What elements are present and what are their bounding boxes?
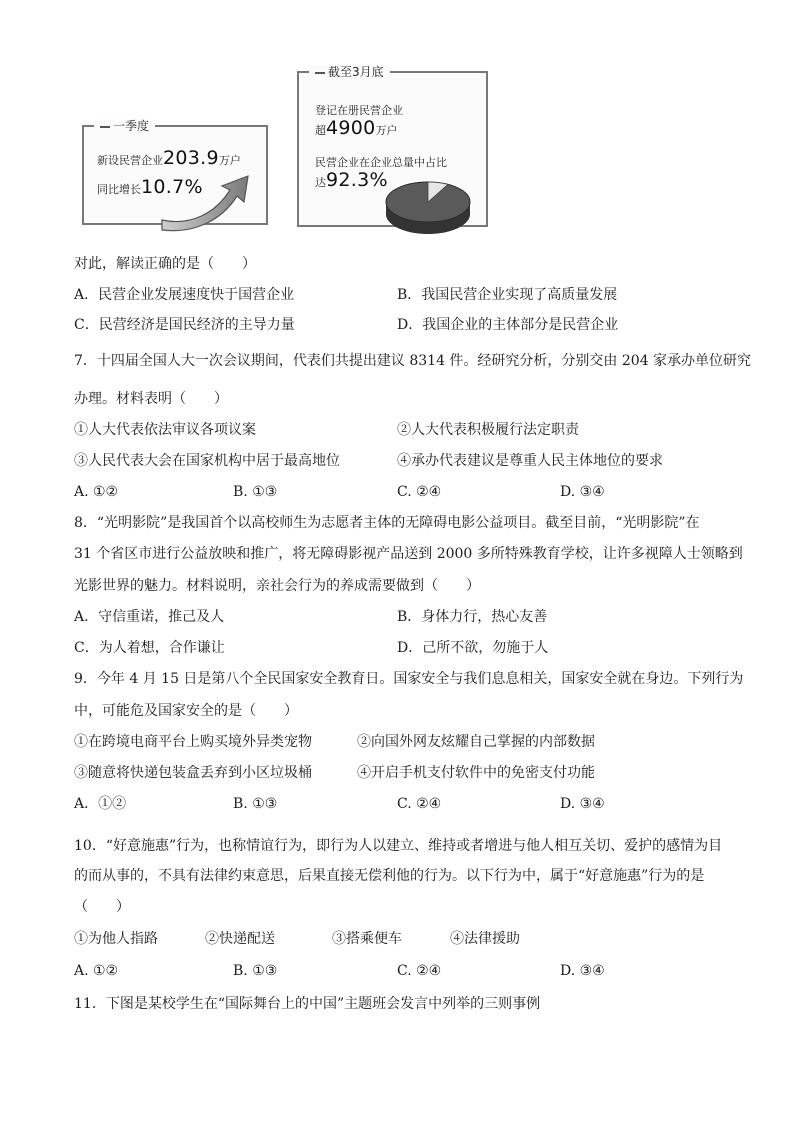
q10-statement-4: ④法律援助 <box>450 931 520 947</box>
q10-option-b[interactable]: B. ①③ <box>233 963 278 979</box>
rising-arrow-icon <box>160 168 260 236</box>
q7-statement-1: ①人大代表依法审议各项议案 <box>74 422 256 438</box>
q9-option-b[interactable]: B. ①③ <box>233 796 278 812</box>
q8-stem-line3: 光影世界的魅力。材料说明，亲社会行为的养成需要做到（ ） <box>74 578 480 594</box>
q6-option-a[interactable]: A．民营企业发展速度快于国营企业 <box>74 287 295 303</box>
q9-option-d[interactable]: D. ③④ <box>560 796 605 812</box>
q9-statement-4: ④开启手机支付软件中的免密支付功能 <box>357 765 595 781</box>
q7-option-a[interactable]: A. ①② <box>74 484 119 500</box>
q8-stem-line2: 31 个省区市进行公益放映和推广，将无障碍影视产品送到 2000 多所特殊教育学校，让许多视障人士领略到 <box>74 546 743 562</box>
q10-stem-line2: 的而从事的，不具有法律约束意思，后果直接无偿利他的行为。以下行为中，属于“好意施惠”行为的是 <box>74 868 705 884</box>
q9-stem-line2: 中，可能危及国家安全的是（ ） <box>74 703 298 719</box>
q10-option-d[interactable]: D. ③④ <box>560 963 605 979</box>
q10-statement-3: ③搭乘便车 <box>332 931 402 947</box>
q10-statement-1: ①为他人指路 <box>74 931 158 947</box>
q9-statement-2: ②向国外网友炫耀自己掌握的内部数据 <box>357 734 595 750</box>
q6-option-b[interactable]: B．我国民营企业实现了高质量发展 <box>397 287 618 303</box>
q9-option-c[interactable]: C. ②④ <box>397 796 442 812</box>
q8-option-c[interactable]: C．为人着想，合作谦让 <box>74 640 225 656</box>
first-quarter-title: 一季度 <box>94 119 155 133</box>
q7-statement-2: ②人大代表积极履行法定职责 <box>397 422 579 438</box>
q7-stem-line1: 7．十四届全国人大一次会议期间，代表们共提出建议 8314 件。经研究分析，分别交由 204 家承办单位研究 <box>74 353 752 369</box>
q9-option-a[interactable]: A．①② <box>74 796 127 812</box>
q8-option-a[interactable]: A．守信重诺，推己及人 <box>74 609 225 625</box>
q11-stem-line1: 11．下图是某校学生在“国际舞台上的中国”主题班会发言中列举的三则事例 <box>74 996 541 1012</box>
q7-option-c[interactable]: C. ②④ <box>397 484 442 500</box>
q7-option-b[interactable]: B. ①③ <box>233 484 278 500</box>
q8-option-d[interactable]: D．己所不欲，勿施于人 <box>397 640 549 656</box>
q6-option-d[interactable]: D．我国企业的主体部分是民营企业 <box>397 317 619 333</box>
q10-option-c[interactable]: C. ②④ <box>397 963 442 979</box>
registered-enterprises-line: 登记在册民营企业 <box>315 104 403 117</box>
q10-statement-2: ②快递配送 <box>205 931 275 947</box>
new-enterprises-line: 新设民营企业203.9万户 <box>97 147 241 169</box>
growth-line: 同比增长10.7% <box>97 176 203 198</box>
q9-statement-1: ①在跨境电商平台上购买境外异类宠物 <box>74 734 312 750</box>
q10-stem-line1: 10．“好意施惠”行为，也称情谊行为，即行为人以建立、维持或者增进与他人相互关切、爱护的感情为目 <box>74 838 723 854</box>
q10-stem-line3: （ ） <box>74 899 130 915</box>
q7-stem-line2: 办理。材料表明（ ） <box>74 391 228 407</box>
q7-statement-3: ③人民代表大会在国家机构中居于最高地位 <box>74 453 340 469</box>
q8-stem-line1: 8．“光明影院”是我国首个以高校师生为志愿者主体的无障碍电影公益项目。截至目前，“光明影院”在 <box>74 515 700 531</box>
q6-option-c[interactable]: C．民营经济是国民经济的主导力量 <box>74 317 295 333</box>
march-end-title: 截至3月底 <box>309 65 390 79</box>
q7-option-d[interactable]: D. ③④ <box>560 484 605 500</box>
registered-count-line: 超4900万户 <box>315 117 398 139</box>
share-value-line: 达92.3% <box>315 169 388 191</box>
q9-statement-3: ③随意将快递包装盒丢弃到小区垃圾桶 <box>74 765 312 781</box>
pie-chart-icon <box>382 180 474 242</box>
q9-stem-line1: 9．今年 4 月 15 日是第八个全民国家安全教育日。国家安全与我们息息相关，国家安全就在身边。下列行为 <box>74 671 744 687</box>
share-label-line: 民营企业在企业总量中占比 <box>315 156 447 169</box>
q8-option-b[interactable]: B．身体力行，热心友善 <box>397 609 548 625</box>
q7-statement-4: ④承办代表建议是尊重人民主体地位的要求 <box>397 453 663 469</box>
q6-stem: 对此，解读正确的是（ ） <box>74 256 256 272</box>
q10-option-a[interactable]: A. ①② <box>74 963 119 979</box>
